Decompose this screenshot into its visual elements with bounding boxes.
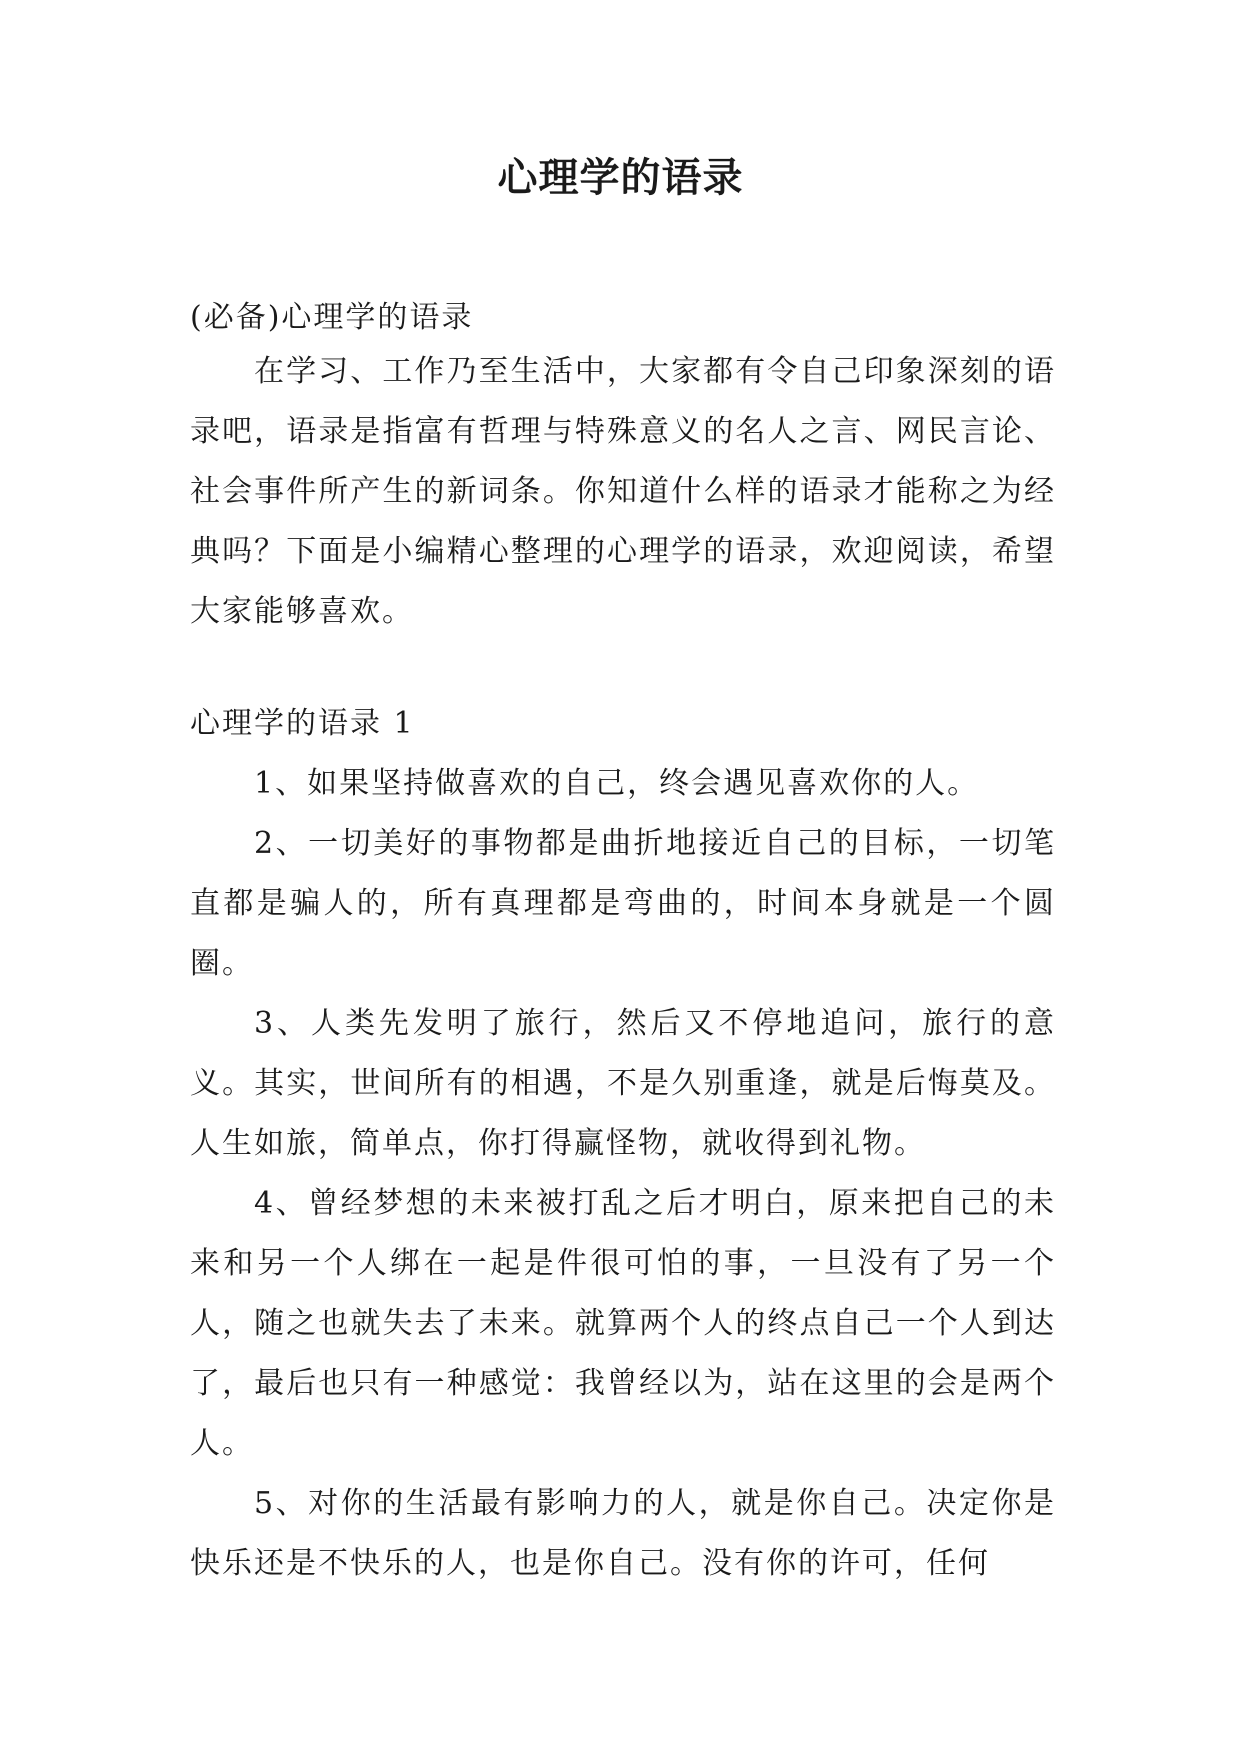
- intro-block: [190, 342, 1056, 642]
- quote-item-3: 3、人类先发明了旅行，然后又不停地追问，旅行的意义。其实，世间所有的相遇，不是久别重逢，就是后悔莫及。人生如旅，简单点，你打得赢怪物，就收得到礼物。: [190, 1006, 1056, 1161]
- section-heading: 心理学的语录 1: [190, 706, 415, 741]
- quote-item-5: 5、对你的生活最有影响力的人，就是你自己。决定你是快乐还是不快乐的人，也是你自己。没有你的许可，任何: [190, 1486, 1056, 1581]
- document-subtitle: (必备)心理学的语录: [190, 300, 474, 335]
- quote-item-2: 2、一切美好的事物都是曲折地接近自己的目标，一切笔直都是骗人的，所有真理都是弯曲的，时间本身就是一个圆圈。: [190, 826, 1056, 981]
- subtitle-block: [190, 288, 1056, 348]
- quote-item-1: 1、如果坚持做喜欢的自己，终会遇见喜欢你的人。: [254, 766, 980, 801]
- quote-item-4: 4、曾经梦想的未来被打乱之后才明白，原来把自己的未来和另一个人绑在一起是件很可怕的事，一旦没有了另一个人，随之也就失去了未来。就算两个人的终点自己一个人到达了，最后也只有一种感觉：我曾经以为，站在这里的会是两个人。: [190, 1186, 1056, 1461]
- intro-paragraph: 在学习、工作乃至生活中，大家都有令自己印象深刻的语录吧，语录是指富有哲理与特殊意义的名人之言、网民言论、社会事件所产生的新词条。你知道什么样的语录才能称之为经典吗？下面是小编精心整理的心理学的语录，欢迎阅读，希望大家能够喜欢。: [190, 354, 1056, 629]
- quotes-section: [190, 694, 1056, 1594]
- document-title: 心理学的语录: [497, 155, 744, 201]
